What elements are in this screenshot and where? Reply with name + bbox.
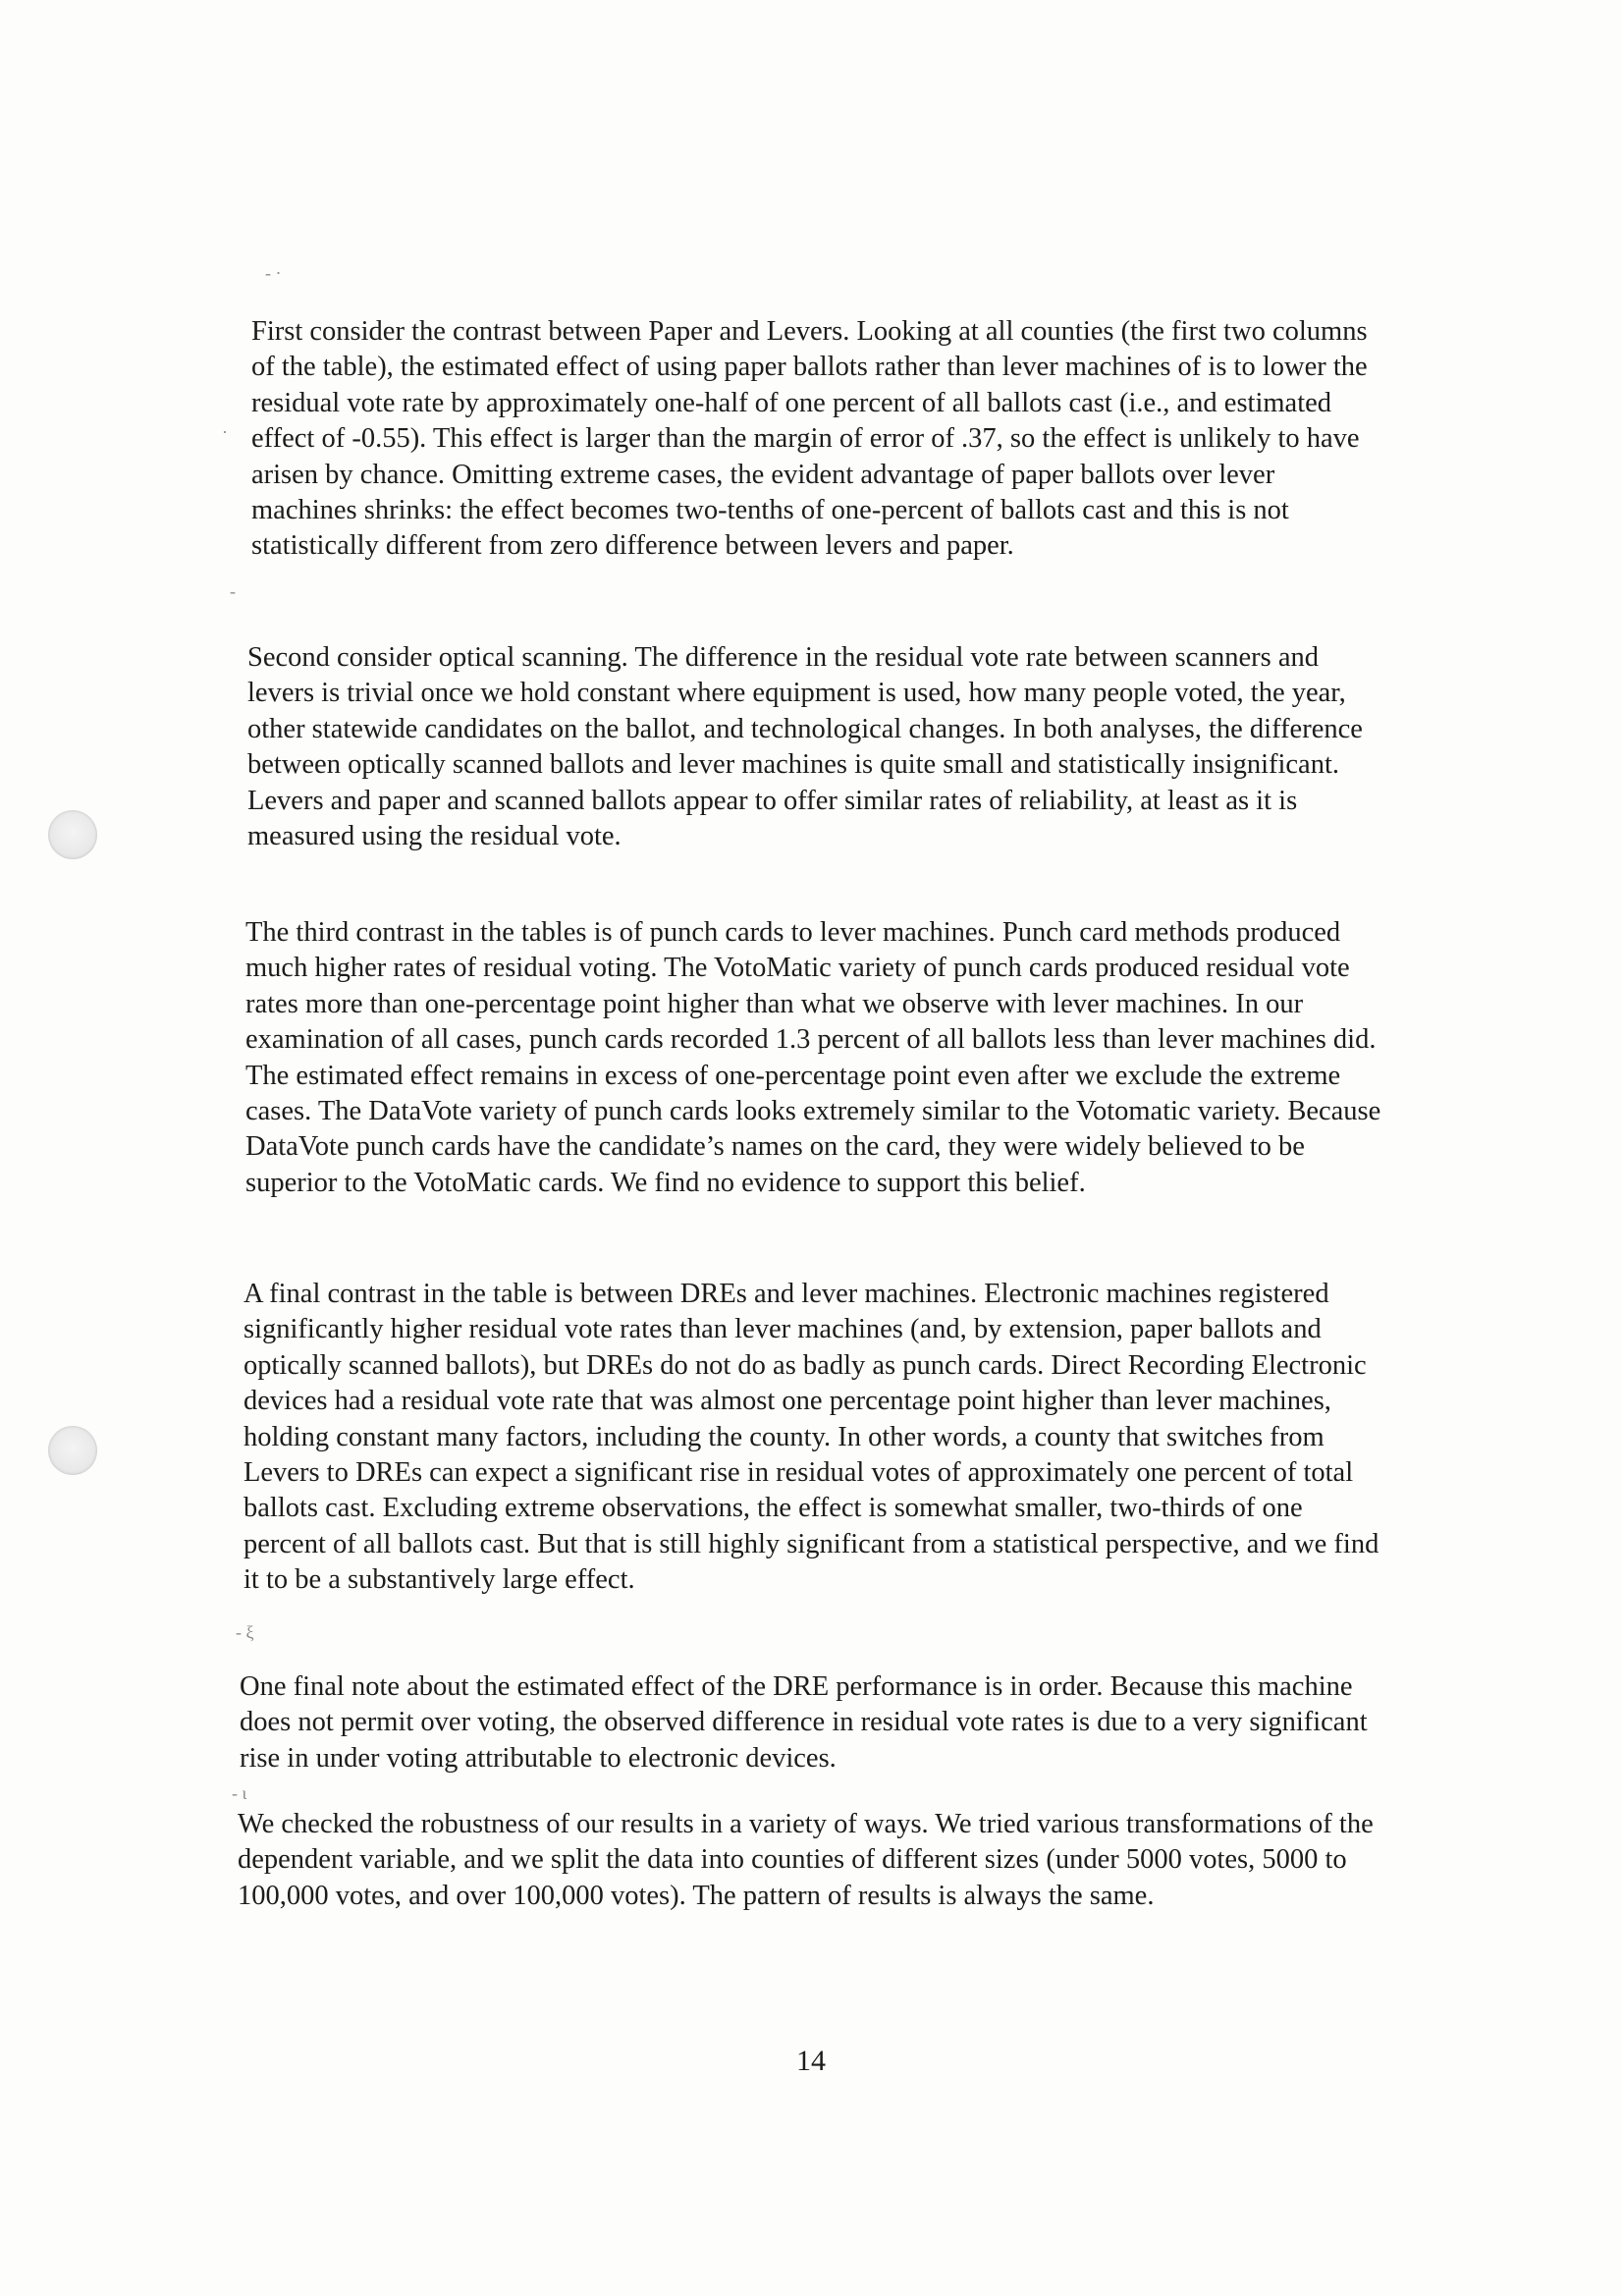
paragraph-optical-scanning: Second consider optical scanning. The difference in the residual vote rate between scanners and levers is trivial once we hold constant where equipment is used, how many people voted, the year, other statewide candidates on the ballot, and technological changes. In both analyses, the difference between optically scanned ballots and lever machines is quite small and statistically insignificant. Levers and paper and scanned ballots appear to offer similar rates of reliability, at least as it is measured using the residual vote.	[247, 642, 1363, 852]
binder-hole-lower	[48, 1426, 97, 1475]
paragraph-punch-cards: The third contrast in the tables is of punch cards to lever machines. Punch card methods produced much higher rates of residual voting. The VotoMatic variety of punch cards produced residual vote rates more than one-percentage point higher than what we observe with lever machines. In our examination of all cases, punch cards recorded 1.3 percent of all ballots less than lever machines did. The estimated effect remains in excess of one-percentage point even after we exclude the extreme cases. The DataVote variety of punch cards looks extremely similar to the Votomatic variety. Because DataVote punch cards have the candidate’s names on the card, they were widely believed to be superior to the VotoMatic cards. We find no evidence to support this belief.	[245, 917, 1381, 1198]
page-number: 14	[796, 2045, 826, 2077]
paragraph-dre-note: One final note about the estimated effect of the DRE performance is in order. Because this machine does not permit over voting, the observed difference in residual vote rates is due to a very significant rise in under voting attributable to electronic devices.	[240, 1671, 1368, 1774]
scan-speck: - ξ	[236, 1622, 254, 1642]
scan-speck: ·	[222, 422, 228, 442]
binder-hole-upper	[48, 810, 97, 859]
paragraph-dres: A final contrast in the table is between DREs and lever machines. Electronic machines registered significantly higher residual vote rates than lever machines (and, by extension, paper ballots and optically scanned ballots), but DREs do not do as badly as punch cards. Direct Recording Electronic devices had a residual vote rate that was almost one percentage point higher than lever machines, holding constant many factors, including the county. In other words, a county that switches from Levers to DREs can expect a significant rise in residual votes of approximately one percent of total ballots cast. Excluding extreme observations, the effect is somewhat smaller, two-thirds of one percent of all ballots cast. But that is still highly significant from a statistical perspective, and we find it to be a substantively large effect.	[243, 1279, 1379, 1596]
scan-speck: - ι	[232, 1783, 247, 1803]
scan-speck: -	[230, 581, 236, 601]
paragraph-paper-vs-levers: First consider the contrast between Paper and Levers. Looking at all counties (the first two columns of the table), the estimated effect of using paper ballots rather than lever machines of is to lower the residual vote rate by approximately one-half of one percent of all ballots cast (i.e., and estimated effect of -0.55). This effect is larger than the margin of error of .37, so the effect is unlikely to have arisen by chance. Omitting extreme cases, the evident advantage of paper ballots over lever machines shrinks: the effect becomes two-tenths of one-percent of ballots cast and this is not statistically different from zero difference between levers and paper.	[251, 316, 1368, 562]
scan-speck: - ·	[265, 263, 282, 283]
paragraph-robustness: We checked the robustness of our results in a variety of ways. We tried various transformations of the dependent variable, and we split the data into counties of different sizes (under 5000 votes, 5000 to 100,000 votes, and over 100,000 votes). The pattern of results is always the same.	[238, 1809, 1374, 1911]
